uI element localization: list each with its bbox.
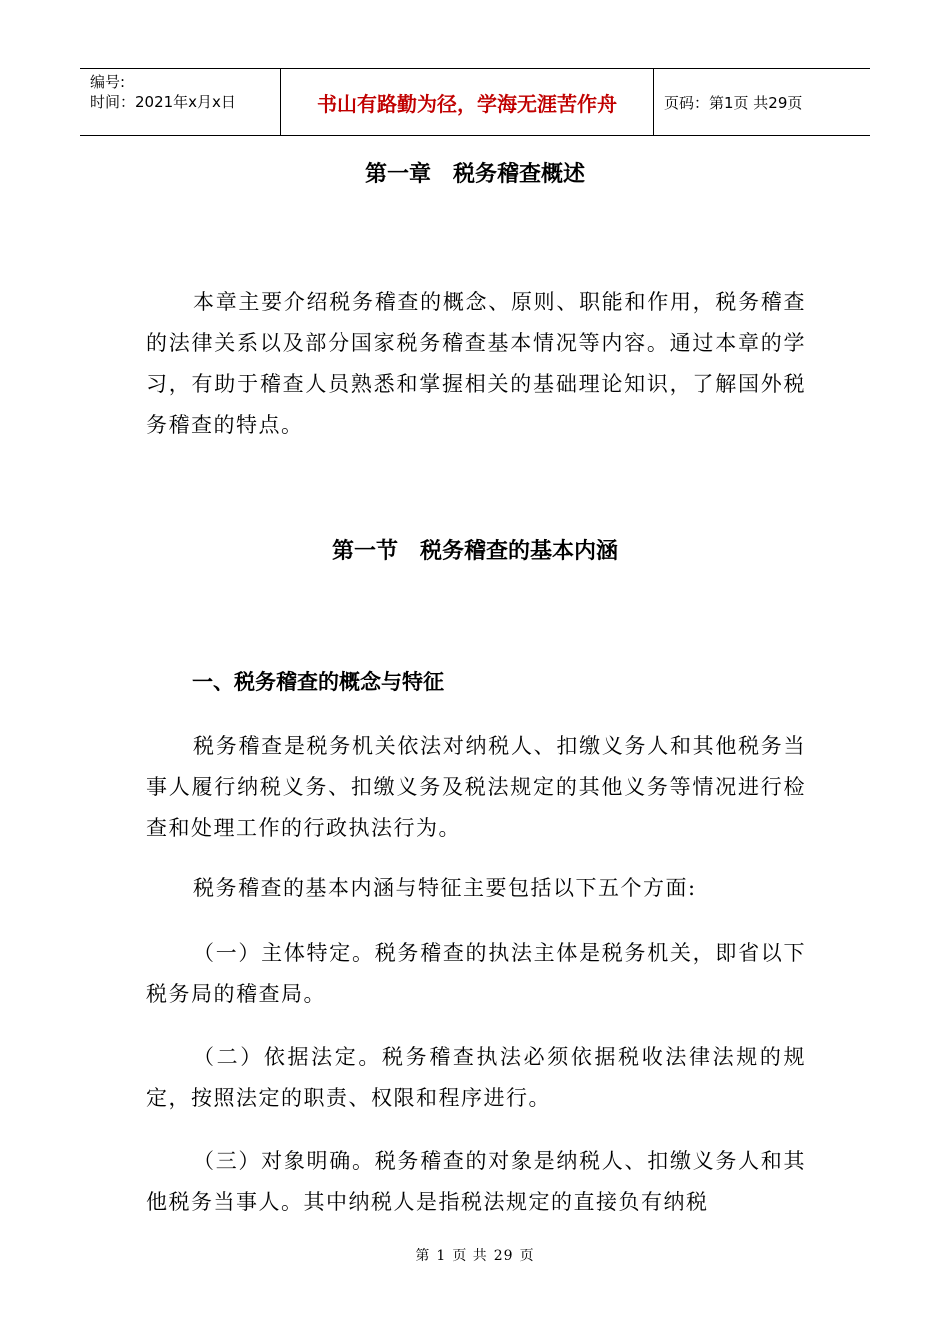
footer-total-pages: 29: [493, 1248, 514, 1264]
section-title: 第一节 税务稽查的基本内涵: [331, 539, 618, 564]
paragraph: 税务稽查是税务机关依法对纳税人、扣缴义务人和其他税务当事人履行纳税义务、扣缴义务及税法规定的其他义务等情况进行检查和处理工作的行政执法行为。: [146, 734, 806, 840]
subsection-title: 一、税务稽查的概念与特征: [192, 670, 444, 694]
footer-prefix: 第: [415, 1248, 431, 1264]
footer-page-number: 1: [436, 1248, 447, 1264]
header-motto: 书山有路勤为径，学海无涯苦作舟: [280, 69, 654, 135]
chapter-title: 第一章 税务稽查概述: [364, 162, 585, 187]
paragraph: （三）对象明确。税务稽查的对象是纳税人、扣缴义务人和其他税务当事人。其中纳税人是指税法规定的直接负有纳税: [146, 1149, 806, 1214]
paragraph: （一）主体特定。税务稽查的执法主体是税务机关，即省以下税务局的稽查局。: [146, 941, 806, 1006]
serial-label: 编号:: [90, 73, 126, 91]
header-page-label: 页码：第1页 共29页: [664, 93, 803, 112]
page-header: [80, 68, 870, 136]
time-label: 时间：2021年x月x日: [90, 93, 236, 111]
page-footer: [0, 1245, 950, 1265]
paragraph: 税务稽查的基本内涵与特征主要包括以下五个方面:: [193, 876, 697, 900]
footer-middle: 页 共: [452, 1248, 488, 1264]
paragraph: （二）依据法定。税务稽查执法必须依据税收法律法规的规定，按照法定的职责、权限和程序进行。: [146, 1045, 806, 1110]
footer-suffix: 页: [519, 1248, 535, 1264]
chapter-intro: 本章主要介绍税务稽查的概念、原则、职能和作用，税务稽查的法律关系以及部分国家税务稽查基本情况等内容。通过本章的学习，有助于稽查人员熟悉和掌握相关的基础理论知识，了解国外税务稽查的特点。: [146, 290, 806, 437]
header-meta: [80, 69, 280, 135]
